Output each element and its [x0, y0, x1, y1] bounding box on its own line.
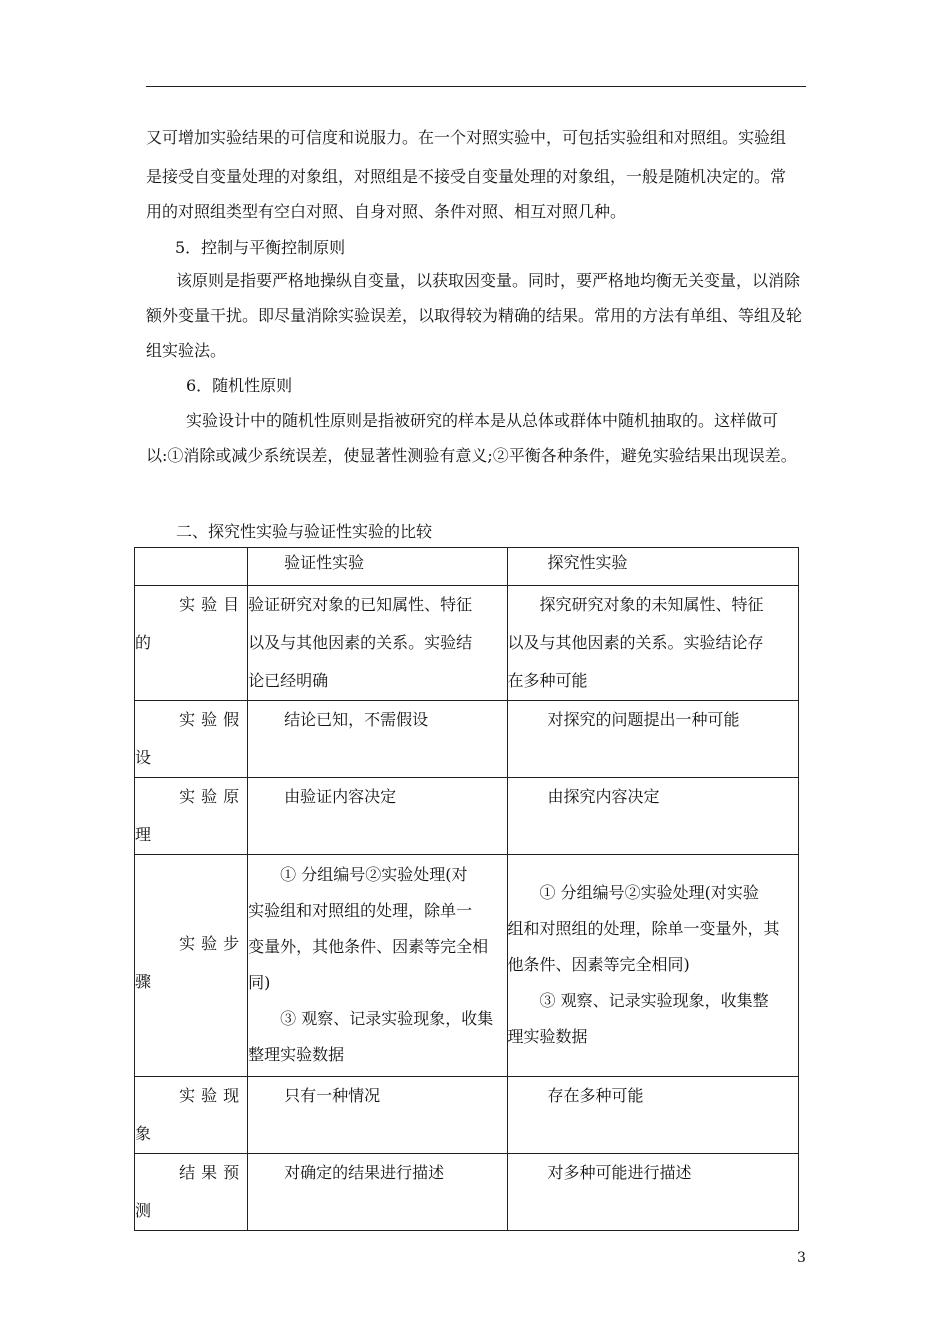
paragraph-line: 该原则是指要严格地操纵自变量，以获取因变量。同时，要严格地均衡无关变量，以消除	[176, 271, 801, 290]
table-row	[135, 586, 799, 701]
paragraph-line: 又可增加实验结果的可信度和说服力。在一个对照实验中，可包括实验组和对照组。实验组	[146, 128, 787, 147]
table-header-row	[135, 548, 799, 586]
principle-heading: 6．随机性原则	[186, 376, 293, 395]
table-row	[135, 701, 799, 778]
explore-cell: 存在多种可能	[507, 1077, 798, 1154]
explore-cell: 对多种可能进行描述	[507, 1154, 798, 1231]
comparison-table	[134, 547, 799, 1231]
header-rule	[146, 86, 806, 87]
header-cell-verify: 验证性实验	[248, 548, 507, 586]
explore-cell: 由探究内容决定	[507, 778, 798, 855]
section-title: 二、探究性实验与验证性实验的比较	[176, 522, 433, 541]
row-label: 实验步 骤	[135, 855, 248, 1077]
table-row	[135, 855, 799, 1077]
verify-cell: ① 分组编号②实验处理(对 实验组和对照组的处理，除单一 变量外，其他条件、因素等完全相 同) ③ 观察、记录实验现象，收集 整理实验数据	[248, 855, 507, 1077]
table-row	[135, 778, 799, 855]
paragraph-line: 用的对照组类型有空白对照、自身对照、条件对照、相互对照几种。	[146, 202, 627, 221]
header-cell-explore: 探究性实验	[507, 548, 798, 586]
explore-cell: 探究研究对象的未知属性、特征 以及与其他因素的关系。实验结论存 在多种可能	[507, 586, 798, 701]
table-row	[135, 1077, 799, 1154]
header-cell-empty	[135, 548, 248, 586]
paragraph-line: 实验设计中的随机性原则是指被研究的样本是从总体或群体中随机抽取的。这样做可	[186, 411, 779, 430]
row-label: 结果预 测	[135, 1154, 248, 1231]
paragraph-line: 以:①消除或减少系统误差，使显著性测验有意义;②平衡各种条件，避免实验结果出现误差。	[146, 446, 797, 465]
principle-heading: 5．控制与平衡控制原则	[175, 238, 346, 257]
paragraph-line: 是接受自变量处理的对象组，对照组是不接受自变量处理的对象组，一般是随机决定的。常	[146, 167, 787, 186]
paragraph-line: 组实验法。	[146, 341, 227, 360]
paragraph-line: 额外变量干扰。即尽量消除实验误差，以取得较为精确的结果。常用的方法有单组、等组及轮	[146, 306, 803, 325]
table-row	[135, 1154, 799, 1231]
row-label: 实验目 的	[135, 586, 248, 701]
explore-cell: ① 分组编号②实验处理(对实验 组和对照组的处理，除单一变量外，其 他条件、因素等完全相同) ③ 观察、记录实验现象，收集整 理实验数据	[507, 855, 798, 1077]
page-number: 3	[797, 1250, 806, 1266]
row-label: 实验现 象	[135, 1077, 248, 1154]
verify-cell: 结论已知，不需假设	[248, 701, 507, 778]
explore-cell: 对探究的问题提出一种可能	[507, 701, 798, 778]
verify-cell: 只有一种情况	[248, 1077, 507, 1154]
verify-cell: 由验证内容决定	[248, 778, 507, 855]
row-label: 实验原 理	[135, 778, 248, 855]
row-label: 实验假 设	[135, 701, 248, 778]
verify-cell: 对确定的结果进行描述	[248, 1154, 507, 1231]
verify-cell: 验证研究对象的已知属性、特征 以及与其他因素的关系。实验结 论已经明确	[248, 586, 507, 701]
